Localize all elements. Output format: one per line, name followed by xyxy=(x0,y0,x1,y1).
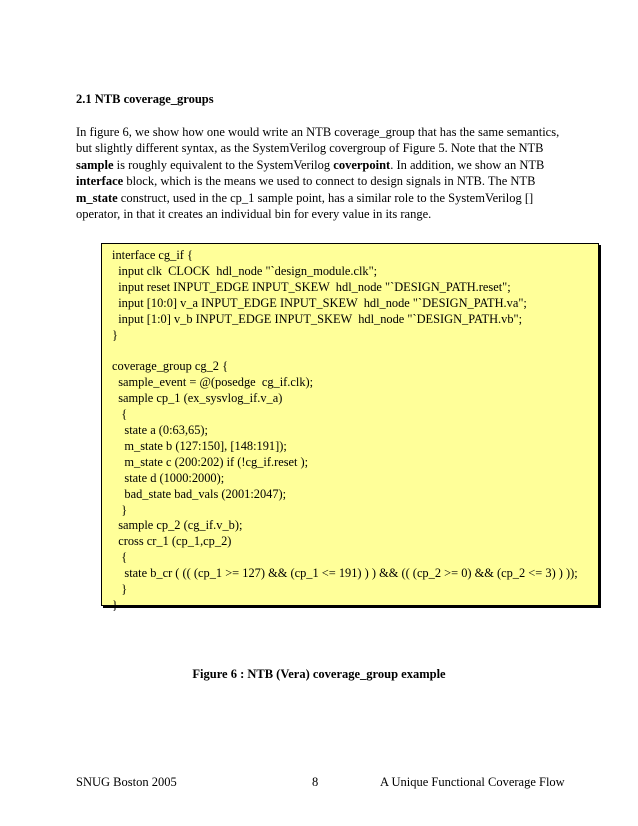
code-listing xyxy=(112,248,578,614)
code-line: } xyxy=(112,327,118,342)
code-line: bad_state bad_vals (2001:2047); xyxy=(112,486,287,501)
code-line: } xyxy=(112,597,118,612)
code-line: input [10:0] v_a INPUT_EDGE INPUT_SKEW hdl_node "`DESIGN_PATH.va"; xyxy=(112,295,527,310)
code-line: m_state b (127:150], [148:191]); xyxy=(112,438,287,453)
code-line: } xyxy=(112,502,128,517)
code-line: input clk CLOCK hdl_node "`design_module.clk"; xyxy=(112,263,378,278)
footer-conference: SNUG Boston 2005 xyxy=(76,775,177,789)
paragraph-text: construct, used in the cp_1 sample point, has a similar role to the SystemVerilog [] operator, in that it creates an individual bin for every value in its range. xyxy=(76,190,534,222)
paragraph-text: In figure 6, we show how one would write an NTB coverage_group that has the same semantics, but slightly different syntax, as the SystemVerilog covergroup of Figure 5. Note that the NTB xyxy=(76,125,560,156)
code-line: interface cg_if { xyxy=(112,248,193,262)
code-line: cross cr_1 (cp_1,cp_2) xyxy=(112,534,232,549)
keyword-coverpoint: coverpoint xyxy=(333,157,391,172)
body-paragraph xyxy=(76,124,566,222)
code-line: { xyxy=(112,407,128,422)
code-line: coverage_group cg_2 { xyxy=(112,359,229,374)
code-line: sample cp_1 (ex_sysvlog_if.v_a) xyxy=(112,391,283,406)
code-line: state b_cr ( (( (cp_1 >= 127) && (cp_1 <= 191) ) ) && (( (cp_2 >= 0) && (cp_2 <= 3) ) )); xyxy=(112,566,578,581)
code-line: input [1:0] v_b INPUT_EDGE INPUT_SKEW hdl_node "`DESIGN_PATH.vb"; xyxy=(112,311,523,326)
paragraph-text: . In addition, we show an NTB xyxy=(390,157,545,172)
code-line xyxy=(112,343,578,359)
code-listing-box xyxy=(101,243,599,612)
code-line: m_state c (200:202) if (!cg_if.reset ); xyxy=(112,454,309,469)
code-line: { xyxy=(112,550,128,565)
paragraph-text: block, which is the means we used to connect to design signals in NTB. The NTB xyxy=(123,174,536,189)
figure-caption: Figure 6 : NTB (Vera) coverage_group example xyxy=(192,667,446,681)
code-line: } xyxy=(112,582,128,597)
section-heading: 2.1 NTB coverage_groups xyxy=(76,92,214,106)
code-line: state d (1000:2000); xyxy=(112,470,225,485)
code-line: sample cp_2 (cg_if.v_b); xyxy=(112,518,243,533)
footer-title: A Unique Functional Coverage Flow xyxy=(380,775,565,789)
code-line: input reset INPUT_EDGE INPUT_SKEW hdl_node "`DESIGN_PATH.reset"; xyxy=(112,279,511,294)
code-line: sample_event = @(posedge cg_if.clk); xyxy=(112,375,314,390)
paragraph-text: is roughly equivalent to the SystemVerilog xyxy=(113,157,334,172)
keyword-m-state: m_state xyxy=(76,190,118,205)
footer-page-number: 8 xyxy=(312,775,319,789)
code-line: state a (0:63,65); xyxy=(112,422,209,437)
keyword-interface: interface xyxy=(76,174,124,189)
keyword-sample: sample xyxy=(76,157,114,172)
